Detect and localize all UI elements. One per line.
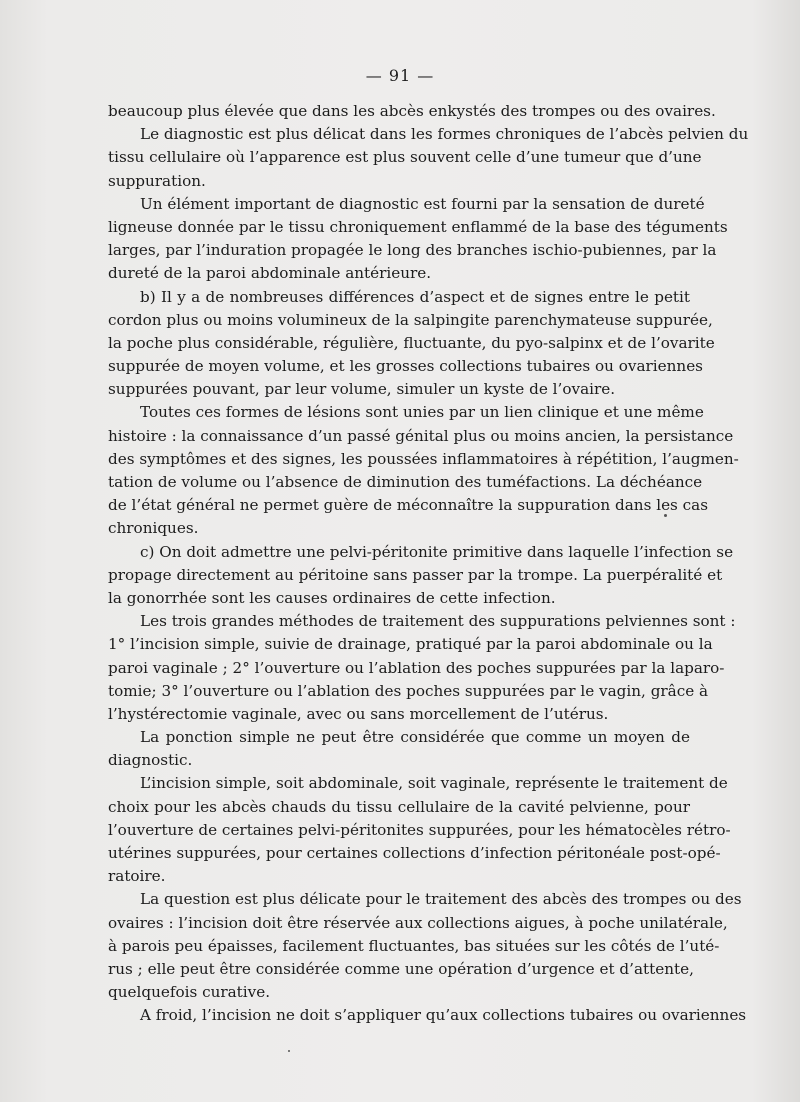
ink-speck xyxy=(288,1050,290,1052)
text-line: Un élément important de diagnostic est fourni par la sensation de dureté xyxy=(140,194,705,213)
text-line: tomie; 3° l’ouverture ou l’ablation des poches suppurées par le vagin, grâce à xyxy=(108,681,709,700)
text-line: suppurée de moyen volume, et les grosses collections tubaires ou ovariennes xyxy=(108,357,703,376)
text-line: la poche plus considérable, régulière, fluctuante, du pyo-salpinx et de l’ovarite xyxy=(108,333,715,352)
text-line: c) On doit admettre une pelvi-péritonite primitive dans laquelle l’infection se xyxy=(140,542,734,561)
text-line: paroi vaginale ; 2° l’ouverture ou l’ablation des poches suppurées par la laparo- xyxy=(108,658,725,677)
text-line: La question est plus délicate pour le traitement des abcès des trompes ou des xyxy=(140,890,742,909)
text-line: rus ; elle peut être considérée comme une opération d’urgence et d’attente, xyxy=(108,959,694,978)
text-line: ovaires : l’incision doit être réservée aux collections aigues, à poche unilatérale, xyxy=(108,913,728,932)
body-text xyxy=(108,100,749,1028)
text-line: propage directement au péritoine sans passer par la trompe. La puerpéralité et xyxy=(108,565,723,584)
text-line: de l’état général ne permet guère de méconnaître la suppuration dans les cas xyxy=(108,496,709,515)
text-line: L’incision simple, soit abdominale, soit vaginale, représente le traitement de xyxy=(140,774,728,793)
text-line: suppurées pouvant, par leur volume, simuler un kyste de l’ovaire. xyxy=(108,380,616,399)
text-line: Toutes ces formes de lésions sont unies par un lien clinique et une même xyxy=(140,403,704,422)
text-line: beaucoup plus élevée que dans les abcès enkystés des trompes ou des ovaires. xyxy=(108,102,716,120)
text-line: choix pour les abcès chauds du tissu cellulaire de la cavité pelvienne, pour xyxy=(108,797,690,816)
text-line: dureté de la paroi abdominale antérieure. xyxy=(108,264,432,283)
text-line: histoire : la connaissance d’un passé génital plus ou moins ancien, la persistance xyxy=(108,426,734,445)
text-line: tation de volume ou l’absence de diminution des tuméfactions. La déchéance xyxy=(108,473,703,491)
text-line: Le diagnostic est plus délicat dans les formes chroniques de l’abcès pelvien du xyxy=(140,125,749,144)
text-line: à parois peu épaisses, facilement fluctuantes, bas situées sur les côtés de l’uté- xyxy=(108,936,720,955)
text-line: suppuration. xyxy=(108,171,206,190)
ink-speck xyxy=(664,514,667,517)
text-line: utérines suppurées, pour certaines collections d’infection péritonéale post-opé- xyxy=(108,844,721,862)
text-line: tissu cellulaire où l’apparence est plus souvent celle d’une tumeur que d’une xyxy=(108,148,702,167)
page-number: — 91 — xyxy=(365,66,435,85)
text-line: quelquefois curative. xyxy=(108,983,271,1002)
text-line: ligneuse donnée par le tissu chroniquement enflammé de la base des téguments xyxy=(108,217,728,236)
text-line: la gonorrhée sont les causes ordinaires de cette infection. xyxy=(108,588,556,607)
text-line: ratoire. xyxy=(108,867,166,886)
text-line: larges, par l’induration propagée le long des branches ischio-pubiennes, par la xyxy=(108,241,717,260)
text-line: l’hystérectomie vaginale, avec ou sans morcellement de l’utérus. xyxy=(108,704,609,723)
text-line: l’ouverture de certaines pelvi-péritonites suppurées, pour les hématocèles rétro- xyxy=(108,820,731,839)
text-line: b) Il y a de nombreuses différences d’aspect et de signes entre le petit xyxy=(140,287,690,306)
text-line: A froid, l’incision ne doit s’appliquer qu’aux collections tubaires ou ovariennes xyxy=(140,1006,747,1025)
text-line: cordon plus ou moins volumineux de la salpingite parenchymateuse suppurée, xyxy=(108,310,713,329)
text-line: La ponction simple ne peut être considérée que comme un moyen de xyxy=(140,728,690,747)
text-line: diagnostic. xyxy=(108,751,193,770)
text-line: des symptômes et des signes, les poussées inflammatoires à répétition, l’augmen- xyxy=(108,449,739,468)
text-line: chroniques. xyxy=(108,519,199,538)
text-line: Les trois grandes méthodes de traitement des suppurations pelviennes sont : xyxy=(140,612,736,631)
text-line: 1° l’incision simple, suivie de drainage, pratiqué par la paroi abdominale ou la xyxy=(108,635,713,654)
